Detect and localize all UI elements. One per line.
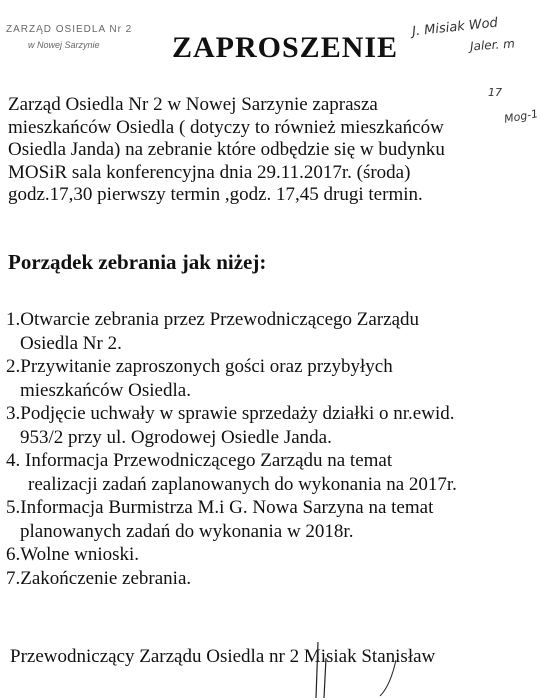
agenda-item-line: 7.Zakończenie zebrania. (6, 567, 192, 589)
agenda-item-line: realizacji zadań zaplanowanych do wykonania na 2017r. (28, 473, 457, 495)
page-title: ZAPROSZENIE (172, 31, 399, 64)
handwritten-note-margin-1: 17 (488, 86, 502, 99)
agenda-heading: Porządek zebrania jak niżej: (8, 250, 267, 274)
agenda-item (6, 355, 536, 402)
signature-stroke (316, 642, 318, 698)
intro-paragraph (8, 94, 528, 207)
agenda-item (6, 543, 536, 567)
handwritten-note-top-1: J. Misiak Wod (411, 15, 499, 40)
intro-line: MOSiR sala konferencyjna dnia 29.11.2017r. (środa) (8, 161, 411, 183)
agenda-item-line: 1.Otwarcie zebrania przez Przewodniczącego Zarządu (6, 309, 419, 330)
handwritten-note-margin-2: Mog-1 (503, 107, 540, 126)
agenda-item-line: 4. Informacja Przewodniczącego Zarządu na temat (6, 450, 393, 471)
stamp-line-2: w Nowej Sarzynie (28, 40, 100, 50)
signature-line: Przewodniczący Zarządu Osiedla nr 2 Misiak Stanisław (10, 646, 436, 667)
agenda-item (6, 402, 536, 449)
agenda-item-line: planowanych zadań do wykonania w 2018r. (20, 520, 354, 542)
agenda-item (6, 308, 536, 355)
intro-line: Osiedla Janda) na zebranie które odbędzie się w budynku (8, 139, 445, 160)
agenda-item-line: mieszkańców Osiedla. (20, 379, 191, 401)
signature-stroke (324, 658, 326, 698)
agenda-item (6, 567, 536, 591)
handwritten-signature-marks (300, 630, 420, 700)
agenda-item (6, 449, 536, 496)
agenda-item-line: Osiedla Nr 2. (20, 332, 122, 354)
intro-line: mieszkańców Osiedla ( dotyczy to również mieszkańców (8, 116, 444, 138)
intro-line: Zarząd Osiedla Nr 2 w Nowej Sarzynie zaprasza (8, 94, 378, 115)
signature-stroke (380, 660, 396, 696)
intro-line: godz.17,30 pierwszy termin ,godz. 17,45 drugi termin. (8, 184, 423, 205)
agenda-item-line: 953/2 przy ul. Ogrodowej Osiedle Janda. (20, 426, 332, 448)
agenda-item-line: 5.Informacja Burmistrza M.i G. Nowa Sarzyna na temat (6, 497, 434, 518)
handwritten-note-top-2: Jaler. m (469, 36, 516, 54)
agenda-item-line: 2.Przywitanie zaproszonych gości oraz przybyłych (6, 356, 393, 377)
agenda-item-line: 6.Wolne wnioski. (6, 544, 140, 565)
agenda-list (6, 308, 536, 590)
stamp-line-1: ZARZĄD OSIEDLA Nr 2 (6, 24, 133, 35)
agenda-item (6, 496, 536, 543)
office-stamp (4, 24, 154, 60)
agenda-item-line: 3.Podjęcie uchwały w sprawie sprzedaży działki o nr.ewid. (6, 403, 455, 424)
